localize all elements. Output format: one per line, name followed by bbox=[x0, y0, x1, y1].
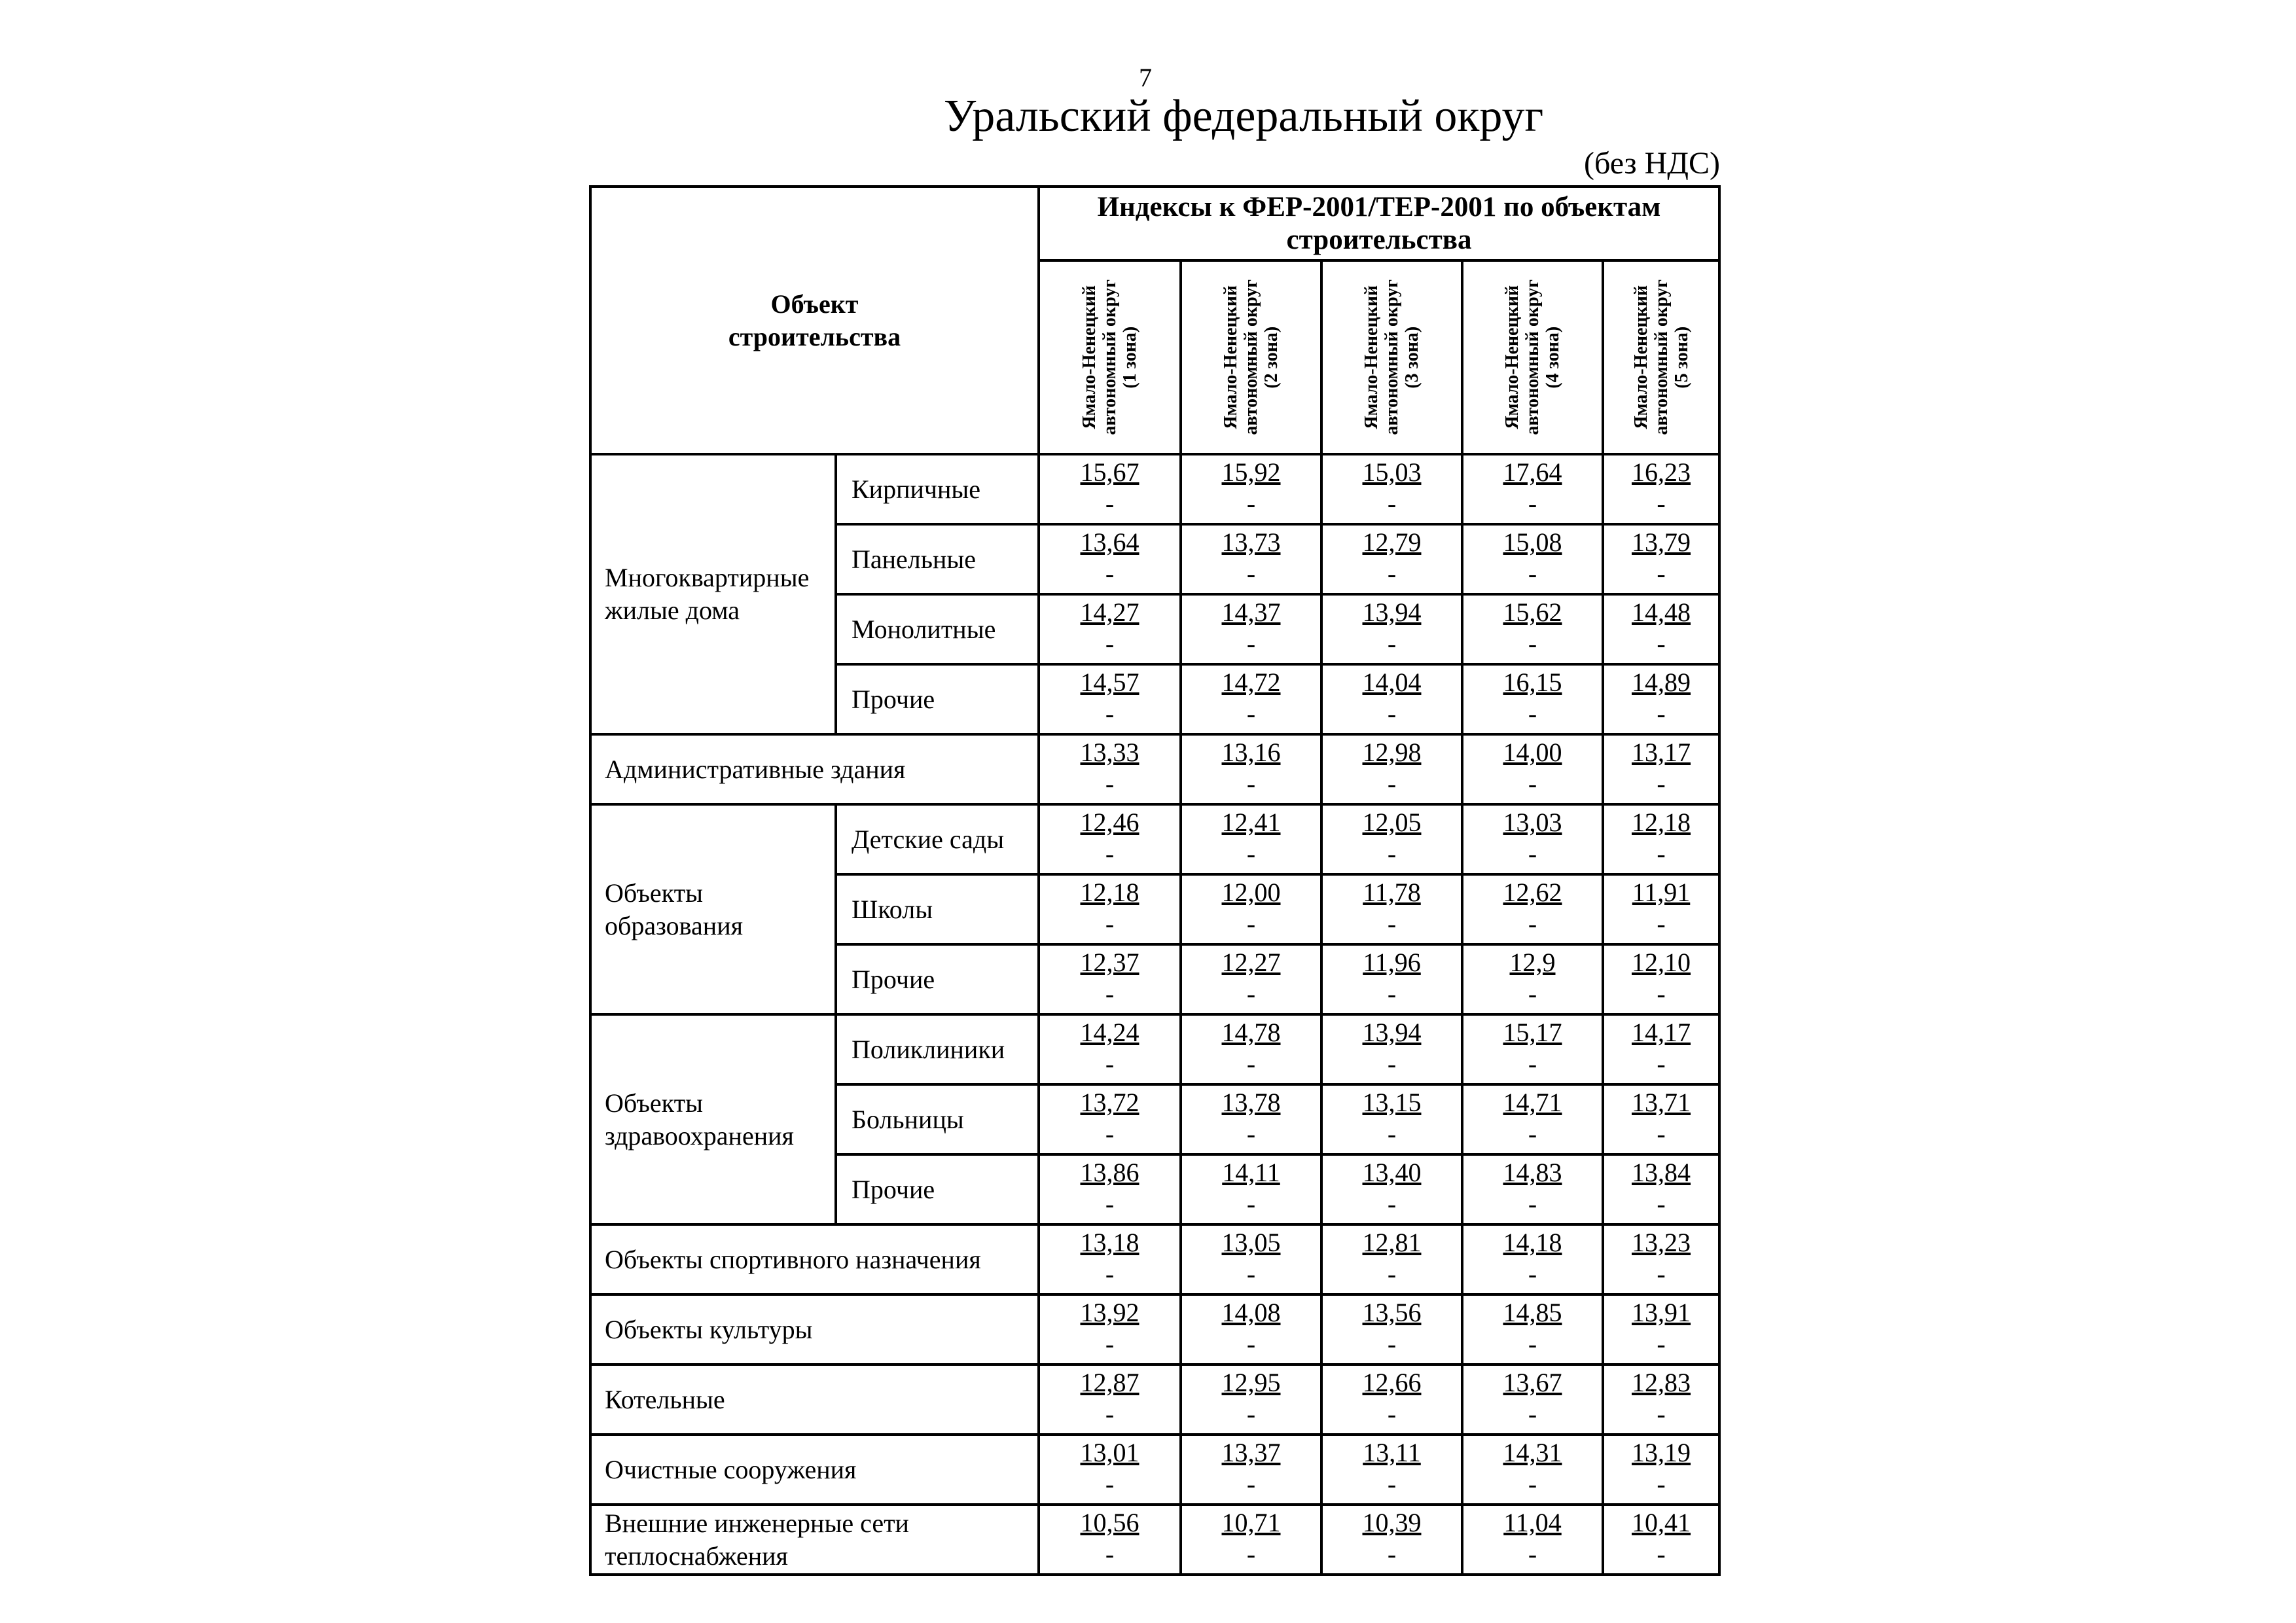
index-value-cell bbox=[1603, 1505, 1719, 1575]
secondary-value: - bbox=[1105, 979, 1115, 1008]
index-value-cell bbox=[1462, 1435, 1603, 1505]
index-value: 13,03 bbox=[1503, 808, 1562, 837]
secondary-value: - bbox=[1246, 1259, 1256, 1289]
group-label: Многоквартирные жилые дома bbox=[590, 454, 836, 734]
secondary-value: - bbox=[1105, 909, 1115, 938]
region-header-3 bbox=[1321, 260, 1462, 454]
index-value-cell bbox=[1181, 664, 1321, 734]
secondary-value: - bbox=[1246, 699, 1256, 728]
group-label: Объекты здравоохранения bbox=[590, 1014, 836, 1224]
table-row bbox=[590, 804, 1719, 874]
index-value-cell bbox=[1181, 804, 1321, 874]
index-value: 12,79 bbox=[1362, 527, 1422, 557]
index-value-cell bbox=[1039, 734, 1181, 804]
index-value: 10,71 bbox=[1221, 1508, 1281, 1537]
table-row bbox=[590, 1364, 1719, 1435]
secondary-value: - bbox=[1528, 559, 1537, 588]
index-value: 13,23 bbox=[1632, 1228, 1691, 1257]
index-value-cell bbox=[1321, 524, 1462, 594]
index-value: 12,05 bbox=[1362, 808, 1422, 837]
index-value: 11,91 bbox=[1632, 878, 1691, 907]
subtype-label: Поликлиники bbox=[836, 1014, 1039, 1084]
index-value: 14,71 bbox=[1503, 1088, 1562, 1117]
index-value-cell bbox=[1039, 1435, 1181, 1505]
index-value: 13,17 bbox=[1632, 738, 1691, 767]
index-value-cell bbox=[1039, 804, 1181, 874]
index-value: 14,78 bbox=[1221, 1018, 1281, 1047]
secondary-value: - bbox=[1105, 629, 1115, 658]
index-value-cell bbox=[1181, 1084, 1321, 1154]
index-value-cell bbox=[1321, 1364, 1462, 1435]
index-value: 13,33 bbox=[1080, 738, 1139, 767]
index-value-cell bbox=[1321, 1294, 1462, 1364]
index-value-cell bbox=[1039, 1014, 1181, 1084]
index-value-cell bbox=[1603, 454, 1719, 524]
index-value-cell bbox=[1462, 594, 1603, 664]
secondary-value: - bbox=[1657, 839, 1666, 868]
index-value: 11,78 bbox=[1363, 878, 1421, 907]
index-value: 16,15 bbox=[1503, 668, 1562, 697]
secondary-value: - bbox=[1387, 1049, 1397, 1079]
subtype-label: Панельные bbox=[836, 524, 1039, 594]
table-row bbox=[590, 454, 1719, 524]
index-value: 13,37 bbox=[1221, 1438, 1281, 1467]
index-value: 13,73 bbox=[1221, 527, 1281, 557]
object-header: Объект строительства bbox=[590, 187, 1039, 454]
index-value: 10,41 bbox=[1632, 1508, 1691, 1537]
index-value: 14,17 bbox=[1632, 1018, 1691, 1047]
index-value: 12,87 bbox=[1080, 1368, 1139, 1397]
index-value-cell bbox=[1462, 524, 1603, 594]
secondary-value: - bbox=[1387, 1119, 1397, 1149]
index-value-cell bbox=[1462, 1014, 1603, 1084]
index-value: 13,79 bbox=[1632, 527, 1691, 557]
index-value-cell bbox=[1603, 734, 1719, 804]
secondary-value: - bbox=[1387, 1189, 1397, 1219]
index-value-cell bbox=[1181, 1014, 1321, 1084]
region-label: Ямало-Ненецкий автономный округ (4 зона) bbox=[1502, 279, 1563, 435]
index-value-cell bbox=[1462, 1294, 1603, 1364]
index-value-cell bbox=[1039, 594, 1181, 664]
index-value-cell bbox=[1321, 1084, 1462, 1154]
secondary-value: - bbox=[1657, 629, 1666, 658]
index-value: 11,04 bbox=[1503, 1508, 1562, 1537]
index-value: 12,9 bbox=[1509, 948, 1556, 977]
secondary-value: - bbox=[1387, 1539, 1397, 1569]
secondary-value: - bbox=[1528, 1539, 1537, 1569]
index-value: 13,72 bbox=[1080, 1088, 1139, 1117]
secondary-value: - bbox=[1105, 559, 1115, 588]
region-label: Ямало-Ненецкий автономный округ (3 зона) bbox=[1361, 279, 1422, 435]
secondary-value: - bbox=[1657, 1189, 1666, 1219]
index-value-cell bbox=[1039, 524, 1181, 594]
secondary-value: - bbox=[1387, 839, 1397, 868]
index-value-cell bbox=[1603, 1364, 1719, 1435]
secondary-value: - bbox=[1105, 769, 1115, 798]
secondary-value: - bbox=[1657, 489, 1666, 518]
secondary-value: - bbox=[1246, 1539, 1256, 1569]
secondary-value: - bbox=[1387, 1469, 1397, 1499]
index-value-cell bbox=[1462, 1505, 1603, 1575]
subtype-label: Больницы bbox=[836, 1084, 1039, 1154]
region-label: Ямало-Ненецкий автономный округ (5 зона) bbox=[1630, 279, 1692, 435]
index-value: 13,92 bbox=[1080, 1298, 1139, 1327]
index-value: 12,83 bbox=[1632, 1368, 1691, 1397]
region-header-4 bbox=[1462, 260, 1603, 454]
secondary-value: - bbox=[1657, 699, 1666, 728]
table-row bbox=[590, 1224, 1719, 1294]
index-value: 12,37 bbox=[1080, 948, 1139, 977]
index-value-cell bbox=[1181, 1294, 1321, 1364]
secondary-value: - bbox=[1528, 909, 1537, 938]
secondary-value: - bbox=[1528, 839, 1537, 868]
index-value: 15,67 bbox=[1080, 457, 1139, 487]
secondary-value: - bbox=[1528, 1189, 1537, 1219]
secondary-value: - bbox=[1246, 1049, 1256, 1079]
index-value: 13,86 bbox=[1080, 1158, 1139, 1187]
index-value: 15,92 bbox=[1221, 457, 1281, 487]
secondary-value: - bbox=[1387, 699, 1397, 728]
secondary-value: - bbox=[1387, 909, 1397, 938]
index-value: 10,39 bbox=[1362, 1508, 1422, 1537]
secondary-value: - bbox=[1246, 1189, 1256, 1219]
index-value-cell bbox=[1181, 594, 1321, 664]
object-label: Объекты спортивного назначения bbox=[590, 1224, 1039, 1294]
index-value-cell bbox=[1603, 1294, 1719, 1364]
index-value-cell bbox=[1321, 944, 1462, 1014]
index-value: 12,10 bbox=[1632, 948, 1691, 977]
index-value: 14,72 bbox=[1221, 668, 1281, 697]
index-value-cell bbox=[1039, 1505, 1181, 1575]
secondary-value: - bbox=[1528, 699, 1537, 728]
index-value: 14,08 bbox=[1221, 1298, 1281, 1327]
secondary-value: - bbox=[1105, 1259, 1115, 1289]
subtype-label: Монолитные bbox=[836, 594, 1039, 664]
index-value: 13,05 bbox=[1221, 1228, 1281, 1257]
index-value: 13,84 bbox=[1632, 1158, 1691, 1187]
secondary-value: - bbox=[1528, 489, 1537, 518]
secondary-value: - bbox=[1105, 1399, 1115, 1429]
index-value: 13,94 bbox=[1362, 1018, 1422, 1047]
index-value-cell bbox=[1181, 874, 1321, 944]
index-value-cell bbox=[1181, 1364, 1321, 1435]
index-value: 14,11 bbox=[1222, 1158, 1280, 1187]
secondary-value: - bbox=[1528, 1259, 1537, 1289]
index-value: 14,37 bbox=[1221, 597, 1281, 627]
object-label: Административные здания bbox=[590, 734, 1039, 804]
object-label: Очистные сооружения bbox=[590, 1435, 1039, 1505]
secondary-value: - bbox=[1105, 699, 1115, 728]
index-value-cell bbox=[1603, 804, 1719, 874]
vat-note: (без НДС) bbox=[1583, 146, 1720, 181]
index-value: 17,64 bbox=[1503, 457, 1562, 487]
secondary-value: - bbox=[1657, 979, 1666, 1008]
index-value: 14,83 bbox=[1503, 1158, 1562, 1187]
index-value-cell bbox=[1321, 454, 1462, 524]
index-value-cell bbox=[1039, 944, 1181, 1014]
region-header-2 bbox=[1181, 260, 1321, 454]
secondary-value: - bbox=[1246, 909, 1256, 938]
index-value-cell bbox=[1603, 594, 1719, 664]
secondary-value: - bbox=[1528, 1469, 1537, 1499]
index-value-cell bbox=[1462, 1364, 1603, 1435]
secondary-value: - bbox=[1657, 1399, 1666, 1429]
region-header-1 bbox=[1039, 260, 1181, 454]
index-value-cell bbox=[1181, 1224, 1321, 1294]
secondary-value: - bbox=[1657, 1259, 1666, 1289]
secondary-value: - bbox=[1657, 1469, 1666, 1499]
index-value: 14,00 bbox=[1503, 738, 1562, 767]
index-value: 14,48 bbox=[1632, 597, 1691, 627]
index-value: 14,57 bbox=[1080, 668, 1139, 697]
index-value: 13,91 bbox=[1632, 1298, 1691, 1327]
index-value: 15,08 bbox=[1503, 527, 1562, 557]
index-value: 10,56 bbox=[1080, 1508, 1139, 1537]
secondary-value: - bbox=[1387, 559, 1397, 588]
secondary-value: - bbox=[1246, 769, 1256, 798]
index-value: 13,16 bbox=[1221, 738, 1281, 767]
index-value: 13,78 bbox=[1221, 1088, 1281, 1117]
secondary-value: - bbox=[1657, 1329, 1666, 1359]
index-header: Индексы к ФЕР-2001/ТЕР-2001 по объектам строительства bbox=[1039, 187, 1719, 260]
index-value: 11,96 bbox=[1363, 948, 1421, 977]
index-value-cell bbox=[1321, 1154, 1462, 1224]
secondary-value: - bbox=[1246, 1329, 1256, 1359]
index-value-cell bbox=[1321, 1435, 1462, 1505]
secondary-value: - bbox=[1657, 909, 1666, 938]
index-value-cell bbox=[1603, 1154, 1719, 1224]
index-value-cell bbox=[1603, 1014, 1719, 1084]
index-value: 12,00 bbox=[1221, 878, 1281, 907]
index-value-cell bbox=[1321, 734, 1462, 804]
index-value: 12,18 bbox=[1080, 878, 1139, 907]
secondary-value: - bbox=[1246, 839, 1256, 868]
secondary-value: - bbox=[1246, 559, 1256, 588]
secondary-value: - bbox=[1246, 1399, 1256, 1429]
index-value: 14,18 bbox=[1503, 1228, 1562, 1257]
index-value: 13,94 bbox=[1362, 597, 1422, 627]
secondary-value: - bbox=[1105, 1329, 1115, 1359]
subtype-label: Кирпичные bbox=[836, 454, 1039, 524]
index-value: 13,67 bbox=[1503, 1368, 1562, 1397]
index-value-cell bbox=[1181, 524, 1321, 594]
index-value-cell bbox=[1603, 1084, 1719, 1154]
subtype-label: Прочие bbox=[836, 664, 1039, 734]
index-value: 12,66 bbox=[1362, 1368, 1422, 1397]
index-value-cell bbox=[1603, 524, 1719, 594]
index-value: 12,98 bbox=[1362, 738, 1422, 767]
index-value-cell bbox=[1603, 874, 1719, 944]
index-value-cell bbox=[1039, 454, 1181, 524]
index-value: 12,18 bbox=[1632, 808, 1691, 837]
object-label: Объекты культуры bbox=[590, 1294, 1039, 1364]
secondary-value: - bbox=[1105, 1189, 1115, 1219]
index-value: 14,89 bbox=[1632, 668, 1691, 697]
index-value: 13,01 bbox=[1080, 1438, 1139, 1467]
index-value-cell bbox=[1181, 1435, 1321, 1505]
page-title: Уральский федеральный округ bbox=[943, 91, 1544, 141]
group-label: Объекты образования bbox=[590, 804, 836, 1014]
secondary-value: - bbox=[1105, 489, 1115, 518]
object-label: Внешние инженерные сети теплоснабжения bbox=[590, 1505, 1039, 1575]
index-value-cell bbox=[1321, 1014, 1462, 1084]
secondary-value: - bbox=[1528, 979, 1537, 1008]
secondary-value: - bbox=[1387, 1259, 1397, 1289]
index-value: 14,27 bbox=[1080, 597, 1139, 627]
index-value: 14,24 bbox=[1080, 1018, 1139, 1047]
index-value: 12,27 bbox=[1221, 948, 1281, 977]
index-value-cell bbox=[1462, 1084, 1603, 1154]
secondary-value: - bbox=[1246, 979, 1256, 1008]
secondary-value: - bbox=[1387, 769, 1397, 798]
index-value: 14,04 bbox=[1362, 668, 1422, 697]
secondary-value: - bbox=[1528, 1049, 1537, 1079]
secondary-value: - bbox=[1528, 769, 1537, 798]
secondary-value: - bbox=[1387, 629, 1397, 658]
secondary-value: - bbox=[1657, 769, 1666, 798]
index-value-cell bbox=[1181, 1505, 1321, 1575]
secondary-value: - bbox=[1528, 1119, 1537, 1149]
index-value-cell bbox=[1603, 1224, 1719, 1294]
index-value-cell bbox=[1603, 664, 1719, 734]
index-value-cell bbox=[1181, 454, 1321, 524]
secondary-value: - bbox=[1246, 489, 1256, 518]
table-row bbox=[590, 1435, 1719, 1505]
subtype-label: Прочие bbox=[836, 1154, 1039, 1224]
secondary-value: - bbox=[1528, 1329, 1537, 1359]
secondary-value: - bbox=[1387, 1399, 1397, 1429]
index-value: 12,41 bbox=[1221, 808, 1281, 837]
index-value-cell bbox=[1462, 1224, 1603, 1294]
index-value: 13,56 bbox=[1362, 1298, 1422, 1327]
index-value: 13,19 bbox=[1632, 1438, 1691, 1467]
index-value: 12,46 bbox=[1080, 808, 1139, 837]
index-value-cell bbox=[1321, 594, 1462, 664]
index-value-cell bbox=[1181, 1154, 1321, 1224]
subtype-label: Детские сады bbox=[836, 804, 1039, 874]
secondary-value: - bbox=[1657, 1119, 1666, 1149]
index-value-cell bbox=[1039, 1154, 1181, 1224]
table-row bbox=[590, 734, 1719, 804]
index-value-cell bbox=[1462, 944, 1603, 1014]
index-value: 14,31 bbox=[1503, 1438, 1562, 1467]
index-value-cell bbox=[1321, 664, 1462, 734]
index-value-cell bbox=[1321, 1224, 1462, 1294]
secondary-value: - bbox=[1105, 1119, 1115, 1149]
subtype-label: Прочие bbox=[836, 944, 1039, 1014]
secondary-value: - bbox=[1657, 1539, 1666, 1569]
index-value-cell bbox=[1181, 734, 1321, 804]
secondary-value: - bbox=[1246, 629, 1256, 658]
secondary-value: - bbox=[1105, 1469, 1115, 1499]
secondary-value: - bbox=[1246, 1119, 1256, 1149]
index-value-cell bbox=[1462, 804, 1603, 874]
object-label: Котельные bbox=[590, 1364, 1039, 1435]
region-label: Ямало-Ненецкий автономный округ (2 зона) bbox=[1221, 279, 1282, 435]
secondary-value: - bbox=[1387, 489, 1397, 518]
secondary-value: - bbox=[1387, 1329, 1397, 1359]
secondary-value: - bbox=[1105, 1539, 1115, 1569]
index-value-cell bbox=[1039, 664, 1181, 734]
index-value-cell bbox=[1603, 1435, 1719, 1505]
index-value: 13,40 bbox=[1362, 1158, 1422, 1187]
secondary-value: - bbox=[1105, 1049, 1115, 1079]
index-value: 13,11 bbox=[1363, 1438, 1421, 1467]
index-value: 12,95 bbox=[1221, 1368, 1281, 1397]
index-value-cell bbox=[1039, 1364, 1181, 1435]
index-value-cell bbox=[1321, 804, 1462, 874]
secondary-value: - bbox=[1528, 1399, 1537, 1429]
secondary-value: - bbox=[1387, 979, 1397, 1008]
index-value: 13,15 bbox=[1362, 1088, 1422, 1117]
index-value-cell bbox=[1321, 874, 1462, 944]
subtype-label: Школы bbox=[836, 874, 1039, 944]
secondary-value: - bbox=[1657, 559, 1666, 588]
index-value: 14,85 bbox=[1503, 1298, 1562, 1327]
index-value-cell bbox=[1603, 944, 1719, 1014]
index-value: 12,81 bbox=[1362, 1228, 1422, 1257]
index-value-cell bbox=[1321, 1505, 1462, 1575]
index-value: 15,62 bbox=[1503, 597, 1562, 627]
index-value-cell bbox=[1039, 1294, 1181, 1364]
region-header-5 bbox=[1603, 260, 1719, 454]
secondary-value: - bbox=[1657, 1049, 1666, 1079]
index-value-cell bbox=[1039, 1224, 1181, 1294]
index-value: 13,18 bbox=[1080, 1228, 1139, 1257]
index-value-cell bbox=[1462, 664, 1603, 734]
index-value: 15,03 bbox=[1362, 457, 1422, 487]
index-value: 13,71 bbox=[1632, 1088, 1691, 1117]
index-value: 12,62 bbox=[1503, 878, 1562, 907]
index-value-cell bbox=[1462, 454, 1603, 524]
secondary-value: - bbox=[1246, 1469, 1256, 1499]
page-number: 7 bbox=[1139, 63, 1152, 92]
index-value-cell bbox=[1181, 944, 1321, 1014]
index-value-cell bbox=[1039, 874, 1181, 944]
index-value-cell bbox=[1462, 734, 1603, 804]
table-row bbox=[590, 1294, 1719, 1364]
secondary-value: - bbox=[1528, 629, 1537, 658]
index-value-cell bbox=[1462, 1154, 1603, 1224]
index-value-cell bbox=[1039, 1084, 1181, 1154]
table-row bbox=[590, 1505, 1719, 1575]
secondary-value: - bbox=[1105, 839, 1115, 868]
index-value: 13,64 bbox=[1080, 527, 1139, 557]
region-label: Ямало-Ненецкий автономный округ (1 зона) bbox=[1079, 279, 1140, 435]
table-row bbox=[590, 1014, 1719, 1084]
index-table bbox=[589, 185, 1721, 1576]
index-value-cell bbox=[1462, 874, 1603, 944]
index-value: 15,17 bbox=[1503, 1018, 1562, 1047]
index-value: 16,23 bbox=[1632, 457, 1691, 487]
